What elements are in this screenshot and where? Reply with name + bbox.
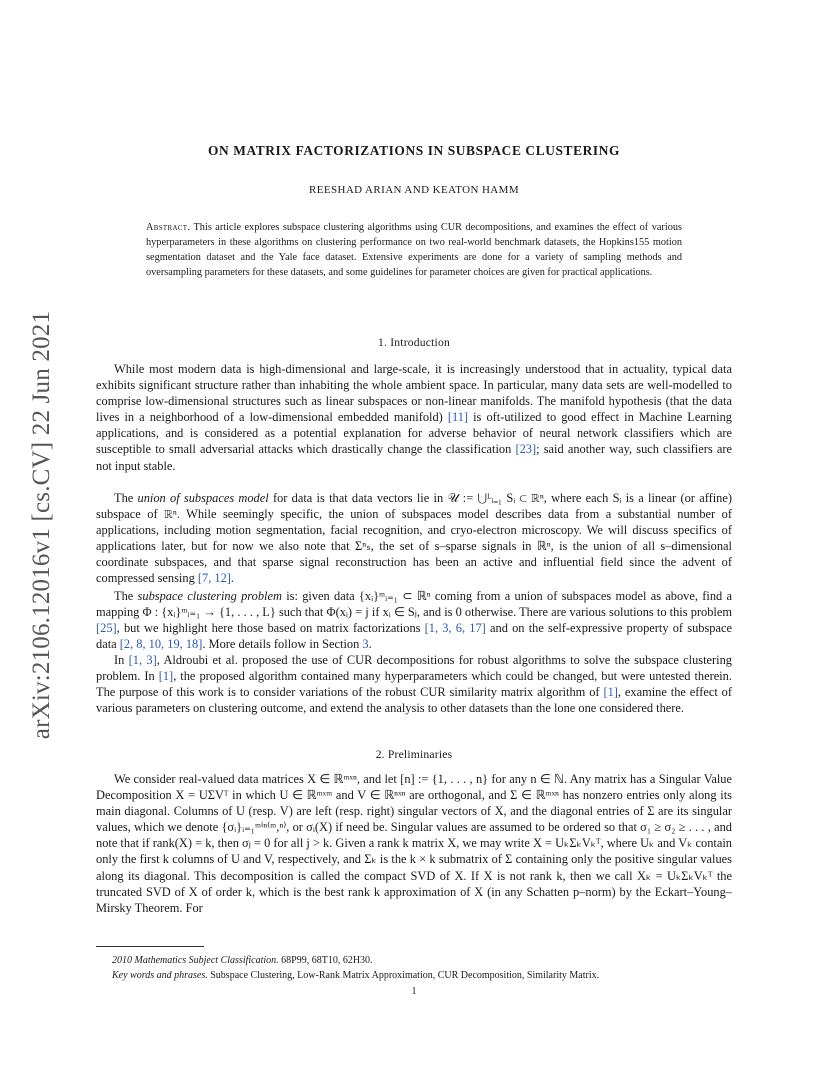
abstract-text: This article explores subspace clustering algorithms using CUR decompositions, and examines the effect of various hyperparameters in these algorithms on clustering performance on two real-world benchmark datasets, the Hopkins155 motion segmentation dataset and the Yale face dataset. Extensive experiments are done for a variety of sampling methods and oversampling parameters for these datasets, and some guidelines for parameter choices are given for practical applications. (146, 222, 683, 278)
footnotes (112, 953, 732, 983)
citation-link[interactable]: [23] (515, 442, 537, 457)
citation-link[interactable]: [1] (158, 669, 174, 684)
intro-paragraph-2: The union of subspaces model for data is that data vectors lie in 𝒰 := ⋃ᴸᵢ₌₁ Sᵢ ⊂ ℝⁿ, where each Sᵢ is a linear (or affine) subspace of ℝⁿ. While seemingly specific, the union of subspaces model describes data from a substantial number of applications, including motion segmentation, facial recognition, and cryo-electron microscopy. We will discuss specifics of applications later, but for now we also note that Σⁿₛ, the set of s–sparse signals in ℝⁿ, is the union of all s–dimensional coordinate subspaces, and that sparse signal reconstruction has been an active and influential field since the advent of compressed sensing [7, 12]. (96, 491, 732, 586)
footnote-msc: 2010 Mathematics Subject Classification. 68P99, 68T10, 62H30. (112, 955, 373, 966)
paper-title: ON MATRIX FACTORIZATIONS IN SUBSPACE CLUSTERING (207, 143, 620, 158)
page-number: 1 (411, 986, 417, 997)
citation-link[interactable]: [25] (96, 621, 117, 636)
citation-link[interactable]: [1] (603, 685, 618, 700)
emphasis-term: subspace clustering problem (137, 589, 282, 603)
abstract-label: Abstract. (146, 222, 191, 233)
intro-paragraph-3: The subspace clustering problem is: given data {xᵢ}ᵐᵢ₌₁ ⊂ ℝⁿ coming from a union of subspaces model as above, find a mapping Φ : {xᵢ}ᵐᵢ₌₁ → {1, . . . , L} such that Φ(xᵢ) = j if xᵢ ∈ Sⱼ, and is 0 otherwise. There are various solutions to this problem [25], but we highlight here those based on matrix factorizations [1, 3, 6, 17] and on the self-expressive property of subspace data [2, 8, 10, 19, 18]. More details follow in Section 3. (96, 589, 732, 652)
footnote-divider (96, 946, 204, 947)
arxiv-stamp (27, 290, 57, 760)
preliminaries-paragraph-1: We consider real-valued data matrices X ∈ ℝᵐˣⁿ, and let [n] := {1, . . . , n} for any n ∈ ℕ. Any matrix has a Singular Value Decomposition X = UΣVᵀ in which U ∈ ℝᵐˣᵐ and V ∈ ℝⁿˣⁿ are orthogonal, and Σ ∈ ℝᵐˣⁿ has nonzero entries only along its main diagonal. Columns of U (resp. V) are left (resp. right) singular vectors of X, and the diagonal entries of Σ are its singular values, which we denote {σᵢ}ᵢ₌₁ᵐⁱⁿ⁽ᵐ,ⁿ⁾, or σᵢ(X) if need be. Singular values are assumed to be ordered so that σ₁ ≥ σ₂ ≥ . . . , and note that if rank(X) = k, then σⱼ = 0 for all j > k. Given a rank k matrix X, we may write X = UₖΣₖVₖᵀ, where Uₖ and Vₖ contain only the first k columns of U and V, respectively, and Σₖ is the k × k submatrix of Σ containing only the positive singular values along its diagonal. This decomposition is called the compact SVD of X. If X is not rank k, then we call Xₖ = UₖΣₖVₖᵀ the truncated SVD of X of order k, which is the best rank k approximation of X (in any Schatten p–norm) by the Eckart–Young–Mirsky Theorem. For (96, 772, 732, 915)
arxiv-stamp-text: arXiv:2106.12016v1 [cs.CV] 22 Jun 2021 (28, 310, 55, 740)
emphasis-term: union of subspaces model (137, 491, 269, 505)
intro-paragraph-4: In [1, 3], Aldroubi et al. proposed the use of CUR decompositions for robust algorithms to solve the subspace clustering problem. In [1], the proposed algorithm contained many hyperparameters which could be changed, but were untested therein. The purpose of this work is to consider variations of the robust CUR similarity matrix algorithm of [1], examine the effect of various parameters on clustering outcome, and extend the analysis to other datasets than the lone one considered there. (96, 653, 733, 716)
citation-link[interactable]: [1, 3] (128, 653, 157, 667)
section-link[interactable]: 3 (362, 637, 369, 652)
intro-paragraph-1: While most modern data is high-dimensional and large-scale, it is increasingly understood that in actuality, typical data exhibits significant structure rather than inhabiting the whole ambient space. In particular, many data sets are well-modelled to comprise low-dimensional structures such as linear subspaces or non-linear manifolds. The manifold hypothesis (that the data lives in a neighborhood of a low-dimensional embedded manifold) [11] is oft-utilized to good effect in Machine Learning applications, and is considered as a potential explanation for adverse behavior of neural network classifiers which are susceptible to small adversarial attacks which drastically change the classification [23]; said another way, such classifiers are not input stable. (96, 362, 732, 473)
section-heading-introduction: 1. Introduction (378, 336, 450, 349)
citation-link[interactable]: [7, 12] (197, 571, 231, 586)
citation-link[interactable]: [1, 3, 6, 17] (424, 621, 486, 636)
paper-authors: REESHAD ARIAN AND KEATON HAMM (308, 184, 520, 196)
citation-link[interactable]: [11] (447, 410, 469, 425)
section-heading-preliminaries: 2. Preliminaries (375, 748, 453, 761)
abstract (146, 220, 682, 280)
citation-link[interactable]: [2, 8, 10, 19, 18] (119, 637, 203, 652)
footnote-keywords: Key words and phrases. Subspace Clustering, Low-Rank Matrix Approximation, CUR Decomposition, Similarity Matrix. (112, 970, 600, 981)
